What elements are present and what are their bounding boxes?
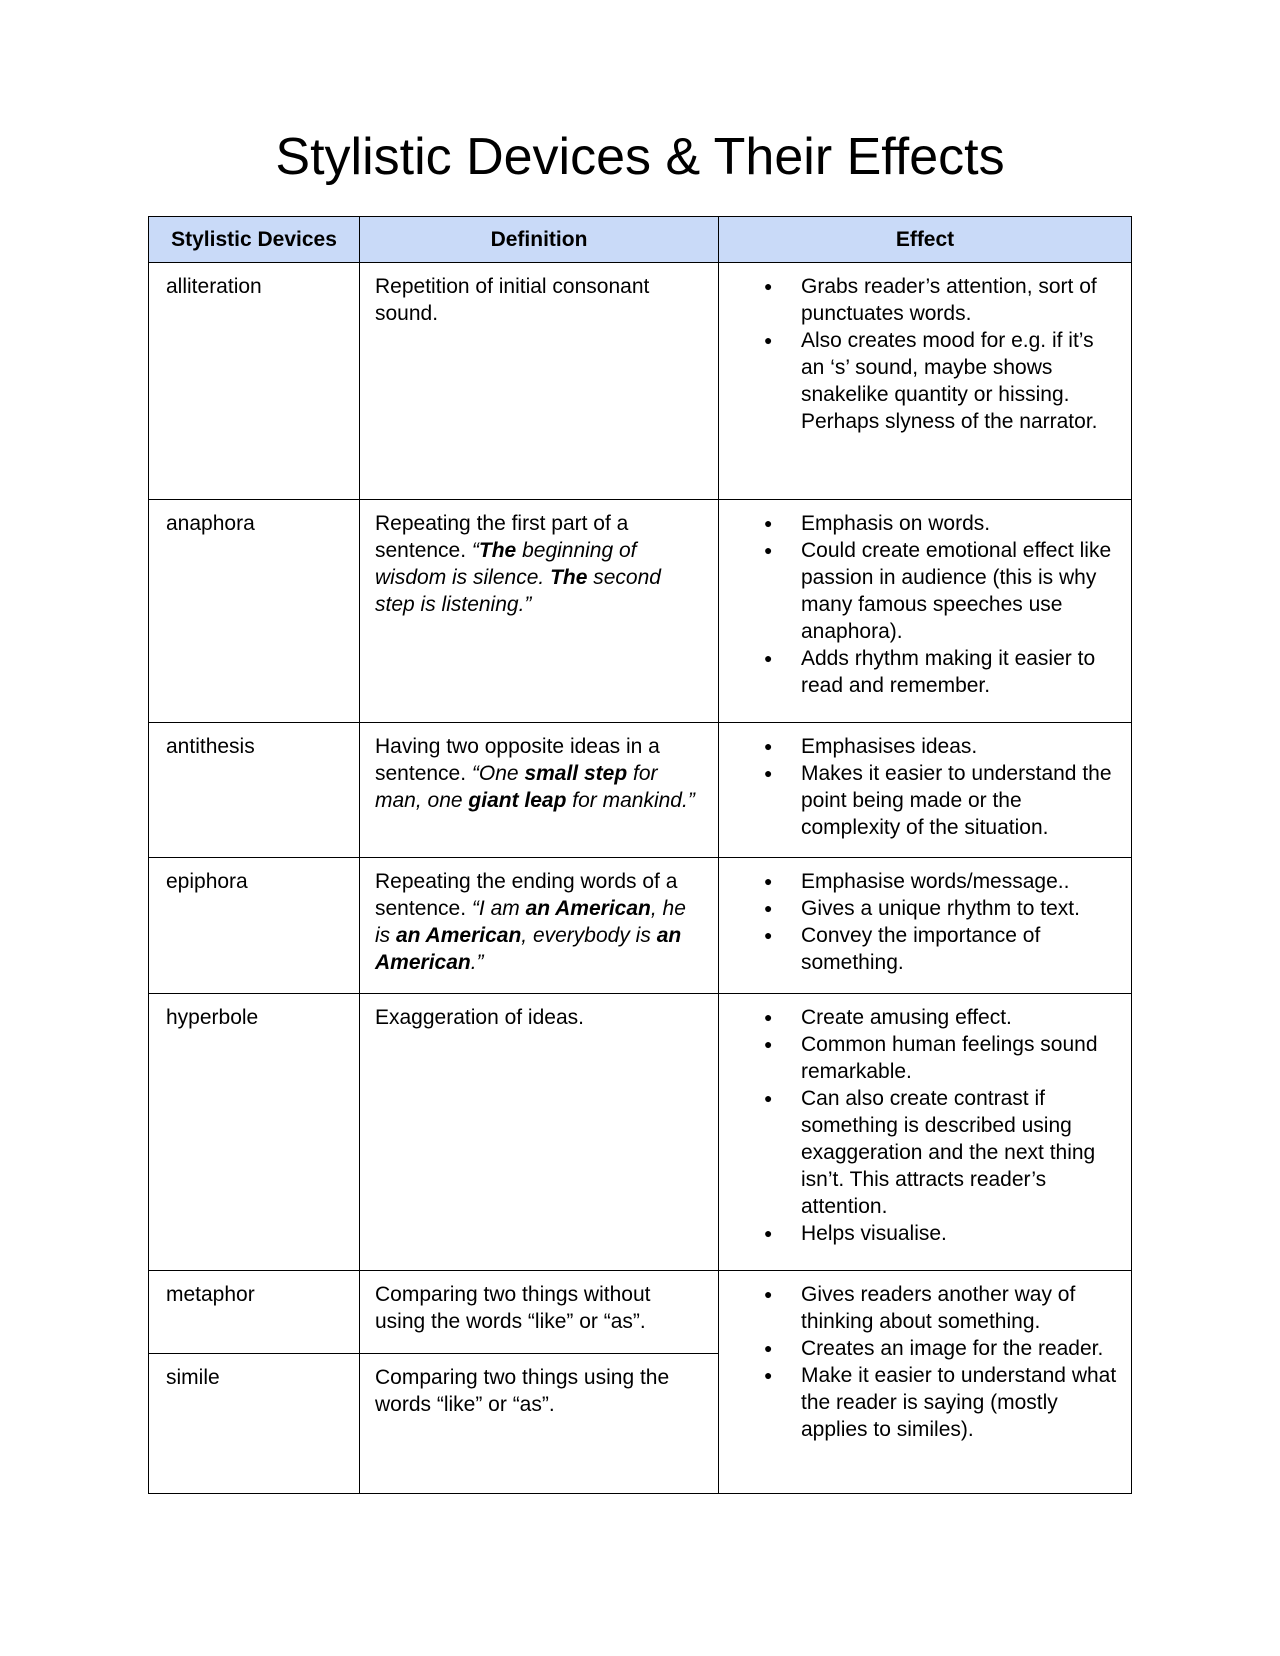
effect-text: Convey the importance of something.	[801, 924, 1041, 974]
effect-text: Make it easier to understand what the reader is saying (mostly applies to similes).	[801, 1364, 1117, 1441]
effect-text: Makes it easier to understand the point being made or the complexity of the situation.	[801, 762, 1112, 839]
effect-text: Creates an image for the reader.	[801, 1337, 1104, 1360]
definition-text: “	[471, 539, 479, 562]
definition-text: beginning of wisdom is silence.	[375, 539, 637, 589]
effect-cell	[719, 500, 1132, 723]
bullet-icon: ●	[764, 1036, 773, 1052]
column-header-stylistic-devices: Stylistic Devices	[149, 217, 360, 263]
bullet-icon: ●	[764, 1340, 773, 1356]
term-cell: alliteration	[149, 263, 360, 500]
definition-text: for mankind.”	[566, 789, 695, 812]
effect-cell	[719, 858, 1132, 994]
definition-text: “I am	[471, 897, 526, 920]
bullet-icon: ●	[764, 1286, 773, 1302]
effect-cell	[719, 263, 1132, 500]
list-item	[764, 510, 1117, 537]
effect-text: Emphasise words/message..	[801, 870, 1070, 893]
effect-text: Could create emotional effect like passion in audience (this is why many famous speeches use anaphora).	[801, 539, 1112, 643]
definition-text: “One	[471, 762, 525, 785]
effect-list	[736, 510, 1117, 699]
effect-cell	[719, 994, 1132, 1271]
list-item	[764, 1335, 1117, 1362]
definition-text: giant leap	[468, 789, 567, 812]
column-header-definition: Definition	[360, 217, 719, 263]
effect-list	[736, 1281, 1117, 1443]
effect-text: Common human feelings sound remarkable.	[801, 1033, 1098, 1083]
list-item	[764, 645, 1117, 699]
definition-text: an American	[375, 924, 682, 974]
effect-text: Emphasises ideas.	[801, 735, 978, 758]
list-item	[764, 1085, 1117, 1220]
bullet-icon: ●	[764, 650, 773, 666]
list-item	[764, 273, 1117, 327]
header-row	[149, 217, 1132, 263]
definition-text: Repetition of initial consonant sound.	[375, 275, 650, 325]
table-row	[149, 1271, 1132, 1354]
column-header-effect: Effect	[719, 217, 1132, 263]
term-cell: antithesis	[149, 723, 360, 858]
effect-text: Gives a unique rhythm to text.	[801, 897, 1080, 920]
list-item	[764, 537, 1117, 645]
effect-text: Gives readers another way of thinking about something.	[801, 1283, 1076, 1333]
bullet-icon: ●	[764, 515, 773, 531]
list-item	[764, 1004, 1117, 1031]
bullet-icon: ●	[764, 738, 773, 754]
definition-text: Repeating the ending words of a sentence.	[375, 870, 678, 920]
bullet-icon: ●	[764, 765, 773, 781]
bullet-icon: ●	[764, 873, 773, 889]
effect-cell	[719, 723, 1132, 858]
definition-text: for man, one	[375, 762, 658, 812]
definition-cell	[360, 263, 719, 500]
definition-text: small step	[524, 762, 628, 785]
stylistic-devices-table	[148, 216, 1132, 1494]
definition-text: , everybody is	[521, 924, 657, 947]
definition-text: an American	[396, 924, 522, 947]
bullet-icon: ●	[764, 900, 773, 916]
bullet-icon: ●	[764, 927, 773, 943]
definition-cell	[360, 723, 719, 858]
bullet-icon: ●	[764, 332, 773, 348]
effect-list	[736, 868, 1117, 976]
bullet-icon: ●	[764, 542, 773, 558]
definition-text: Comparing two things using the words “like” or “as”.	[375, 1366, 670, 1416]
definition-text: .”	[470, 951, 484, 974]
effect-text: Helps visualise.	[801, 1222, 947, 1245]
effect-cell	[719, 1271, 1132, 1494]
bullet-icon: ●	[764, 1225, 773, 1241]
table-row	[149, 500, 1132, 723]
definition-text: The	[550, 566, 588, 589]
bullet-icon: ●	[764, 1009, 773, 1025]
effect-text: Grabs reader’s attention, sort of punctuates words.	[801, 275, 1097, 325]
list-item	[764, 1031, 1117, 1085]
term-cell: anaphora	[149, 500, 360, 723]
term-cell: simile	[149, 1354, 360, 1494]
definition-cell	[360, 858, 719, 994]
effect-list	[736, 273, 1117, 435]
table-body	[149, 263, 1132, 1494]
list-item	[764, 1220, 1117, 1247]
list-item	[764, 1362, 1117, 1443]
table-row	[149, 994, 1132, 1271]
definition-text: Comparing two things without using the words “like” or “as”.	[375, 1283, 651, 1333]
table-header	[149, 217, 1132, 263]
term-cell: epiphora	[149, 858, 360, 994]
effect-text: Can also create contrast if something is described using exaggeration and the next thing isn’t. This attracts reader’s attention.	[801, 1087, 1096, 1218]
list-item	[764, 922, 1117, 976]
list-item	[764, 895, 1117, 922]
term-cell: metaphor	[149, 1271, 360, 1354]
bullet-icon: ●	[764, 1367, 773, 1383]
effect-list	[736, 733, 1117, 841]
effect-text: Adds rhythm making it easier to read and remember.	[801, 647, 1096, 697]
definition-text: , he is	[375, 897, 686, 947]
document-title: Stylistic Devices & Their Effects	[275, 128, 1005, 186]
bullet-icon: ●	[764, 278, 773, 294]
table-row	[149, 858, 1132, 994]
definition-text: Repeating the first part of a sentence.	[375, 512, 629, 562]
definition-text: an American	[525, 897, 651, 920]
list-item	[764, 733, 1117, 760]
term-cell: hyperbole	[149, 994, 360, 1271]
definition-text: Exaggeration of ideas.	[375, 1006, 584, 1029]
definition-cell	[360, 1354, 719, 1494]
list-item	[764, 760, 1117, 841]
list-item	[764, 1281, 1117, 1335]
definition-text: The	[478, 539, 517, 562]
table-row	[149, 723, 1132, 858]
bullet-icon: ●	[764, 1090, 773, 1106]
definition-cell	[360, 994, 719, 1271]
definition-text: second step is listening.”	[375, 566, 661, 616]
definition-cell	[360, 500, 719, 723]
effect-text: Emphasis on words.	[801, 512, 991, 535]
definition-cell	[360, 1271, 719, 1354]
list-item	[764, 868, 1117, 895]
effect-text: Create amusing effect.	[801, 1006, 1012, 1029]
list-item	[764, 327, 1117, 435]
effect-list	[736, 1004, 1117, 1247]
definition-text: Having two opposite ideas in a sentence.	[375, 735, 660, 785]
table-row	[149, 263, 1132, 500]
effect-text: Also creates mood for e.g. if it’s an ‘s’ sound, maybe shows snakelike quantity or hissing. Perhaps slyness of the narrator.	[801, 329, 1098, 433]
